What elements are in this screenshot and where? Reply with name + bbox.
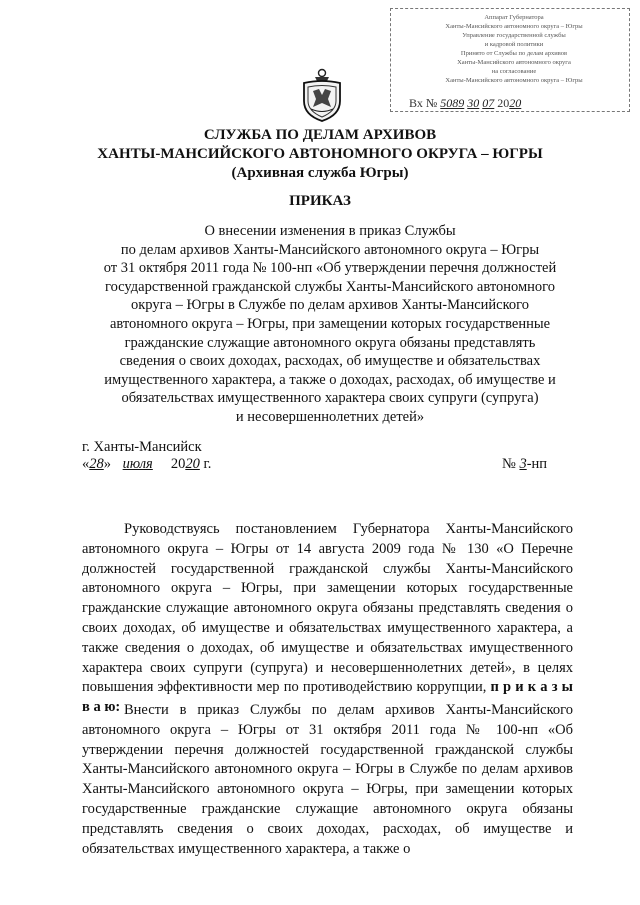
date-month: июля xyxy=(122,456,153,472)
order-word: п р и к а з ы в а ю: xyxy=(82,679,573,716)
date-year: 20 xyxy=(185,456,200,472)
subject-line: от 31 октября 2011 года № 100-нп «Об утверждении перечня должностей xyxy=(103,260,557,277)
org-name-line-2: ХАНТЫ-МАНСИЙСКОГО АВТОНОМНОГО ОКРУГА – ЮГРЫ xyxy=(97,146,543,162)
stamp-reg-day: 30 xyxy=(467,96,480,110)
subject-line: по делам архивов Ханты-Мансийского автономного округа – Югры xyxy=(120,241,540,258)
stamp-registration-line xyxy=(409,96,522,110)
stamp-line: на согласование xyxy=(491,68,537,75)
document-type: ПРИКАЗ xyxy=(289,193,351,209)
order-date xyxy=(82,456,211,473)
stamp-line: и кадровой политики xyxy=(484,41,544,48)
stamp-reg-year: 20 xyxy=(509,96,522,110)
date-open-quote: « xyxy=(82,456,90,472)
number-suffix: -нп xyxy=(526,456,548,472)
order-subject xyxy=(80,222,580,427)
coat-of-arms-icon xyxy=(299,67,345,123)
subject-line: имущественного характера, а также о доходах, расходах, об имуществе и xyxy=(104,371,556,388)
subject-line: округа – Югры в Службе по делам архивов Ханты-Мансийского xyxy=(131,297,529,314)
body-paragraph-2 xyxy=(82,701,573,859)
paragraph-1-text: Руководствуясь постановлением Губернатора Ханты-Мансийского автономного округа – Югры от 14 августа 2009 года № 130 «О Перечне должностей государственной гражданской службы Ханты-Мансийского автономного округа – Югры, при замещении которых государственные гражданские служащие автономного округа обязаны представлять сведения о своих доходах, об имуществе и обязательствах имущественного характера, а также сведения о доходах, об имуществе и обязательствах имущественного характера своих супруги (супруга) и несовершеннолетних детей», в целях повышения эффективности мер по противодействию коррупции, xyxy=(82,521,573,696)
subject-line: и несовершеннолетних детей» xyxy=(235,408,425,425)
org-name-line-3: (Архивная служба Югры) xyxy=(231,165,409,181)
stamp-reg-month: 07 xyxy=(482,96,495,110)
stamp-line: Ханты-Мансийского автономного округа – Югры xyxy=(445,77,583,84)
number-prefix: № xyxy=(502,456,516,472)
stamp-line: Управление государственной службы xyxy=(462,32,566,39)
date-close-quote: » xyxy=(103,456,111,472)
subject-line: О внесении изменения в приказ Службы xyxy=(204,223,456,239)
stamp-reg-year-prefix: 20 xyxy=(497,96,510,110)
date-suffix: г. xyxy=(203,456,212,472)
subject-line: государственной гражданской службы Ханты-Мансийского автономного xyxy=(104,278,556,295)
stamp-line: Принято от Службы по делам архивов xyxy=(460,50,568,57)
date-year-prefix: 20 xyxy=(170,456,186,472)
stamp-line: Аппарат Губернатора xyxy=(484,14,544,21)
stamp-line: Ханты-Мансийского автономного округа xyxy=(457,59,571,66)
place: г. Ханты-Мансийск xyxy=(82,439,202,455)
date-day: 28 xyxy=(89,456,104,472)
org-name-line-1: СЛУЖБА ПО ДЕЛАМ АРХИВОВ xyxy=(203,127,437,143)
paragraph-2-text: Внести в приказ Службы по делам архивов Ханты-Мансийского автономного округа – Югры от 31 октября 2011 года № 100-нп «Об утверждении перечня должностей государственной гражданской службы Ханты-Мансийского автономного округа – Югры в Службе по делам архивов Ханты-Мансийского автономного округа – Югры, при замещении которых государственные гражданские служащие автономного округа обязаны представлять сведения о своих доходах, расходах, об имуществе и обязательствах имущественного характера, а также о xyxy=(82,702,573,857)
subject-line: автономного округа – Югры, при замещении которых государственные xyxy=(109,315,551,332)
stamp-reg-number: 5089 xyxy=(440,96,465,110)
number-value: 3 xyxy=(519,456,527,472)
subject-line: обязательствах имущественного характера своих супруги (супруга) xyxy=(121,390,539,407)
stamp-reg-prefix: Вх № xyxy=(409,96,438,110)
stamp-line: Ханты-Мансийского автономного округа – Югры xyxy=(445,23,583,30)
order-number xyxy=(502,456,547,473)
subject-line: сведения о своих доходах, расходах, об имуществе и обязательствах xyxy=(119,353,541,370)
body-paragraph-1 xyxy=(82,520,573,718)
subject-line: гражданские служащие автономного округа обязаны представлять xyxy=(124,334,536,351)
registration-stamp xyxy=(390,8,630,112)
